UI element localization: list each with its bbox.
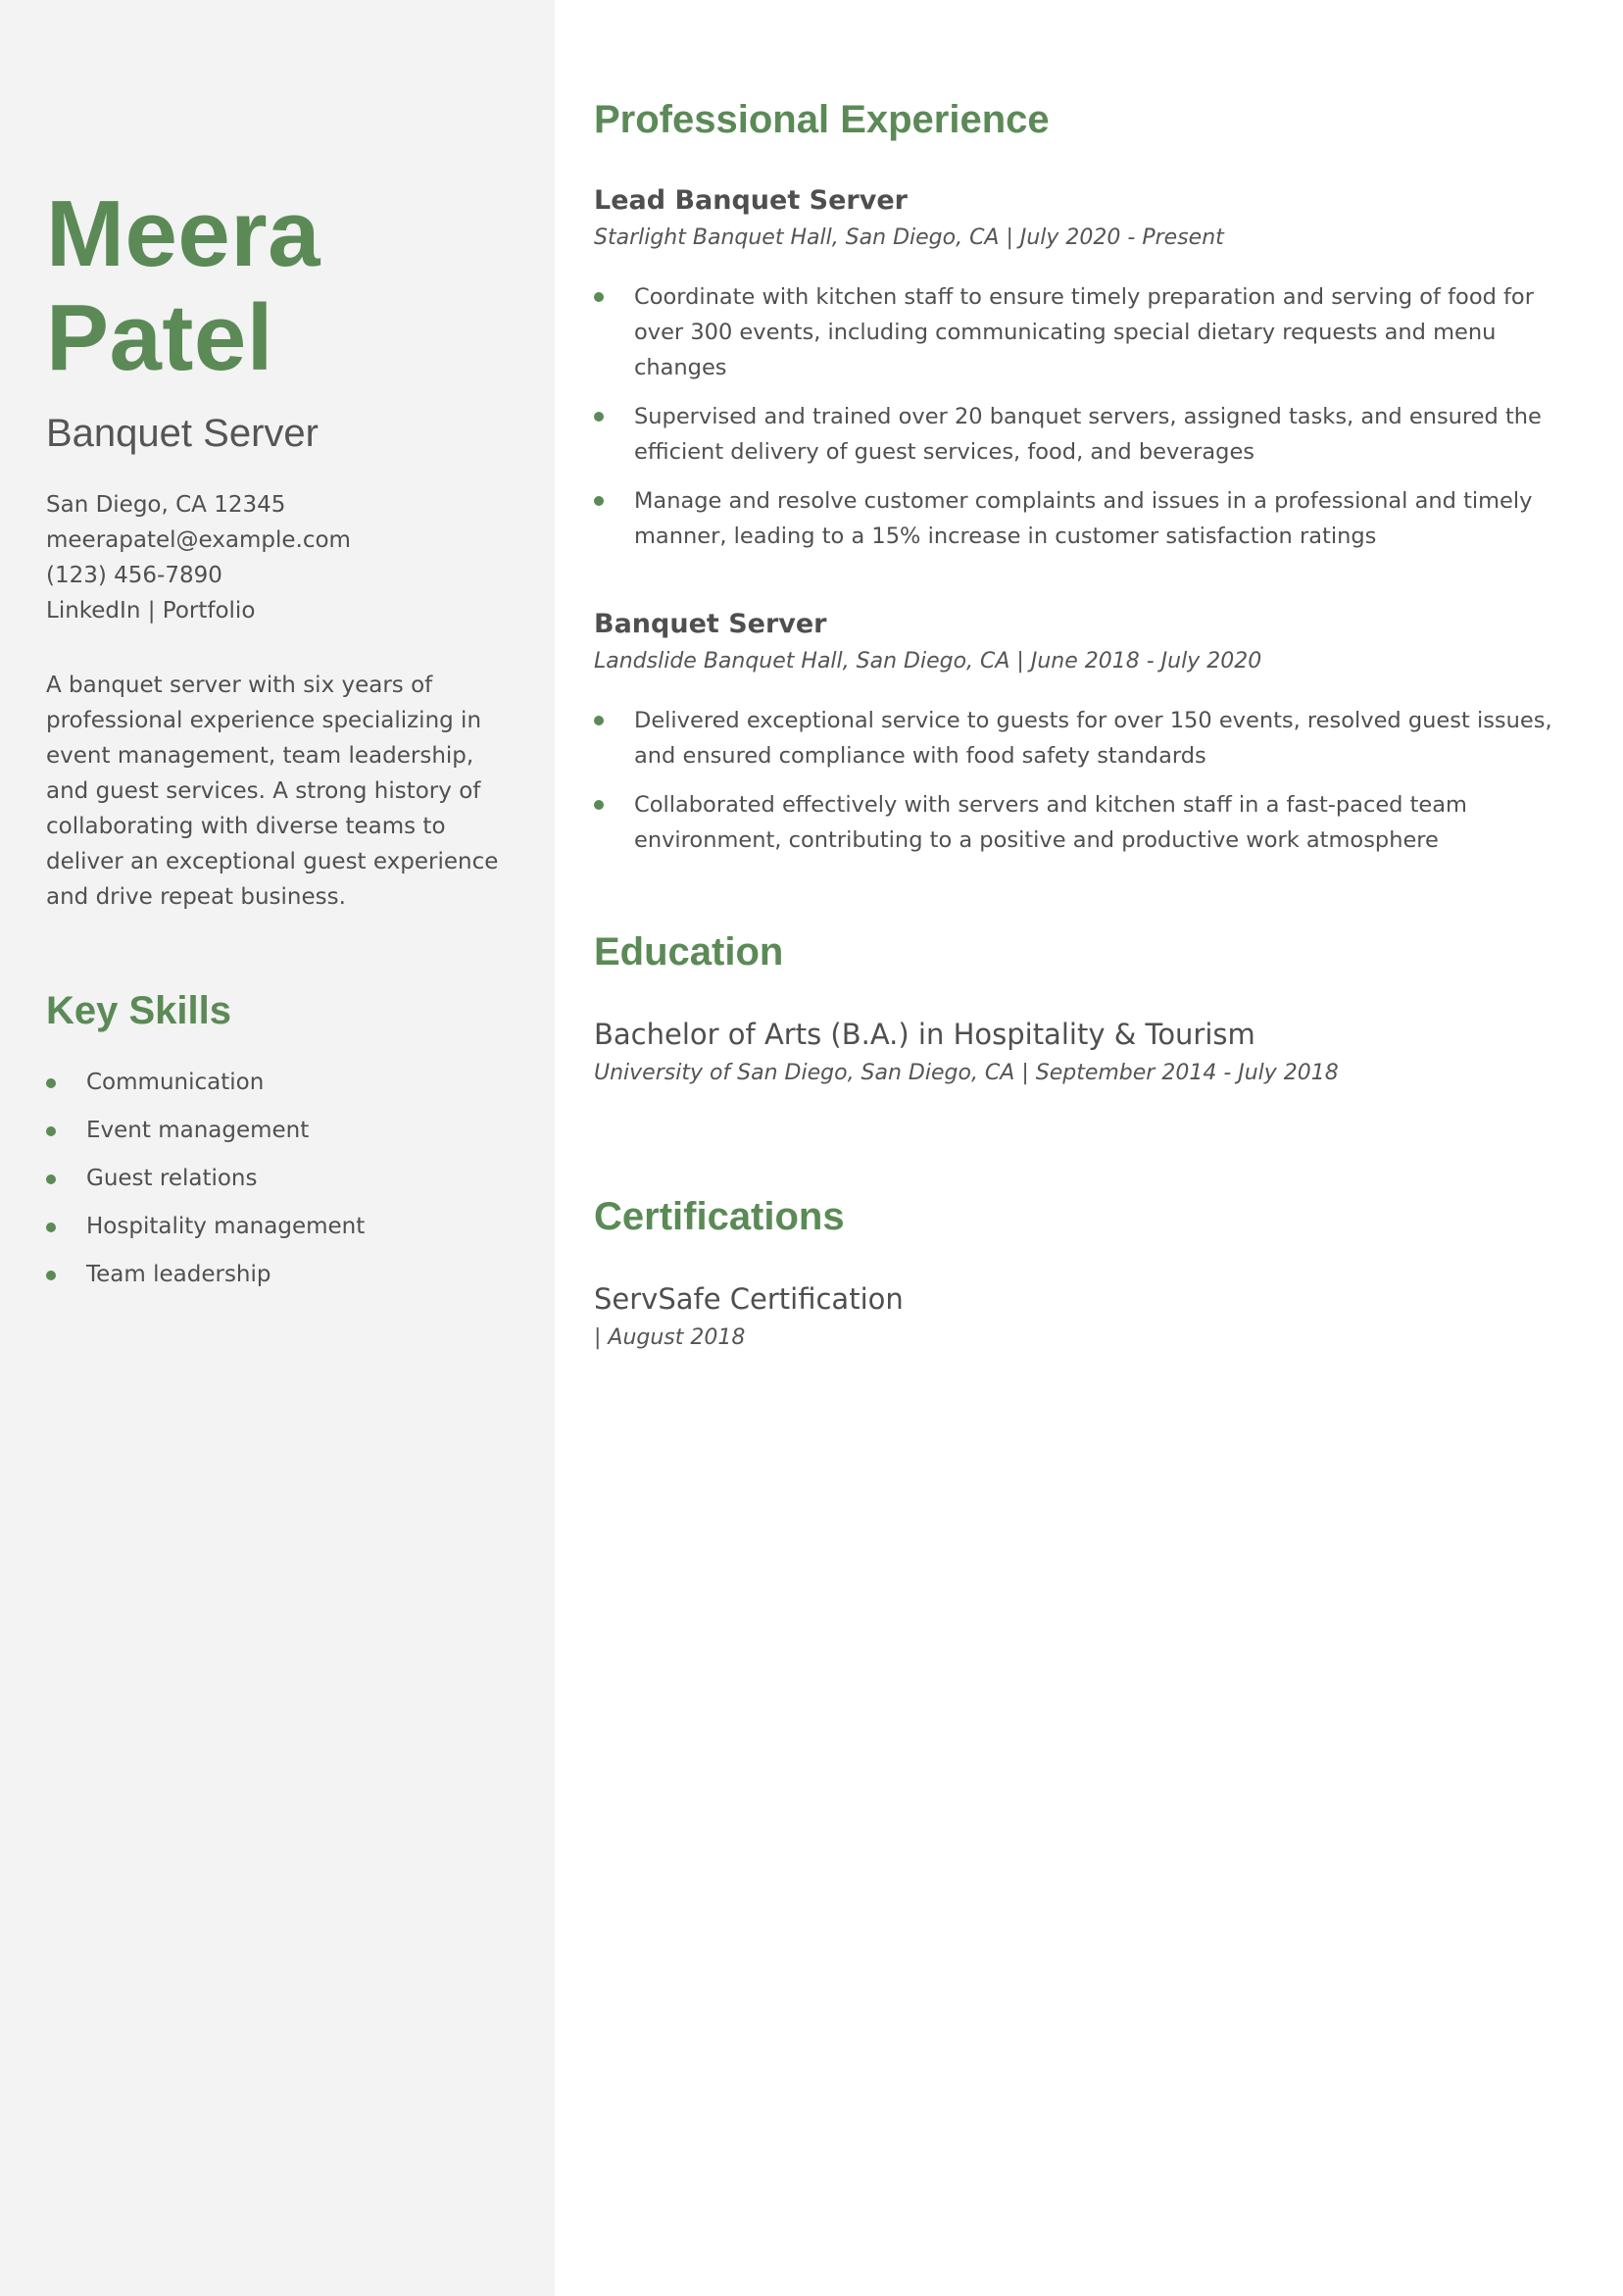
skill-label: Communication: [86, 1070, 265, 1095]
bullet-dot-icon: [594, 716, 604, 725]
sidebar: [0, 0, 555, 2296]
job-entry: [594, 185, 1576, 554]
bullet-text: Collaborated effectively with servers and kitchen staff in a fast-paced team environment, contributing to a positive and productive work atmosphere: [634, 792, 1467, 853]
certifications-section: [594, 1195, 1576, 1350]
certification-meta: | August 2018: [594, 1325, 746, 1350]
bullet-dot-icon: [46, 1223, 56, 1232]
degree: Bachelor of Arts (B.A.) in Hospitality & Tourism: [594, 1018, 1255, 1051]
main-content: [555, 0, 1623, 2296]
job-bullets: [594, 279, 1576, 554]
bullet-dot-icon: [594, 496, 604, 506]
job-bullet: [594, 483, 1576, 554]
bullet-dot-icon: [46, 1174, 56, 1184]
job-role: Banquet Server: [594, 609, 827, 639]
experience-heading: Professional Experience: [594, 98, 1050, 141]
skill-item: [46, 1155, 516, 1203]
job-bullet: [594, 399, 1576, 470]
skills-list: [46, 1059, 516, 1299]
location: San Diego, CA 12345: [46, 492, 286, 518]
job-bullet: [594, 703, 1576, 774]
skill-label: Hospitality management: [86, 1214, 366, 1239]
bullet-dot-icon: [46, 1271, 56, 1280]
job-bullets: [594, 703, 1576, 858]
bullet-dot-icon: [46, 1126, 56, 1136]
email[interactable]: meerapatel@example.com: [46, 527, 351, 553]
skill-label: Guest relations: [86, 1166, 258, 1191]
contact-info: [46, 487, 516, 628]
first-name: Meera: [46, 181, 320, 286]
skill-item: [46, 1107, 516, 1155]
job-meta: Landslide Banquet Hall, San Diego, CA | June 2018 - July 2020: [594, 649, 1262, 674]
skill-item: [46, 1203, 516, 1251]
bullet-dot-icon: [594, 800, 604, 810]
job-entry: [594, 609, 1576, 858]
link-separator: |: [147, 598, 156, 624]
portfolio-link[interactable]: Portfolio: [162, 598, 256, 624]
job-bullet: [594, 787, 1576, 858]
job-title: Banquet Server: [46, 412, 319, 455]
job-meta: Starlight Banquet Hall, San Diego, CA | July 2020 - Present: [594, 225, 1224, 250]
education-heading: Education: [594, 930, 784, 973]
profile-summary: A banquet server with six years of professional experience specializing in event management, team leadership, and guest services. A strong history of collaborating with diverse teams to deliver an exceptional guest experience and drive repeat business.: [46, 673, 499, 910]
job-role: Lead Banquet Server: [594, 185, 908, 216]
bullet-text: Supervised and trained over 20 banquet servers, assigned tasks, and ensured the efficient delivery of guest services, food, and beverages: [634, 404, 1542, 465]
skill-item: [46, 1059, 516, 1107]
bullet-text: Coordinate with kitchen staff to ensure timely preparation and serving of food for over 300 events, including communicating special dietary requests and menu changes: [634, 284, 1534, 380]
skill-label: Event management: [86, 1118, 310, 1143]
phone: (123) 456-7890: [46, 563, 222, 588]
skills-heading: Key Skills: [46, 989, 232, 1032]
job-bullet: [594, 279, 1576, 385]
last-name: Patel: [46, 285, 273, 390]
profile-links: [46, 593, 516, 628]
education-meta: University of San Diego, San Diego, CA | September 2014 - July 2018: [594, 1061, 1339, 1085]
bullet-text: Delivered exceptional service to guests for over 150 events, resolved guest issues, and ensured compliance with food safety standards: [634, 708, 1552, 769]
certification-name: ServSafe Certification: [594, 1282, 904, 1316]
experience-section: [594, 98, 1576, 858]
skill-label: Team leadership: [86, 1262, 271, 1287]
candidate-name: [46, 182, 516, 390]
education-section: [594, 930, 1576, 1085]
bullet-dot-icon: [46, 1078, 56, 1088]
bullet-dot-icon: [594, 292, 604, 302]
bullet-text: Manage and resolve customer complaints and issues in a professional and timely manner, leading to a 15% increase in customer satisfaction ratings: [634, 488, 1533, 549]
certifications-heading: Certifications: [594, 1195, 845, 1238]
bullet-dot-icon: [594, 412, 604, 422]
skill-item: [46, 1251, 516, 1299]
linkedin-link[interactable]: LinkedIn: [46, 598, 141, 624]
